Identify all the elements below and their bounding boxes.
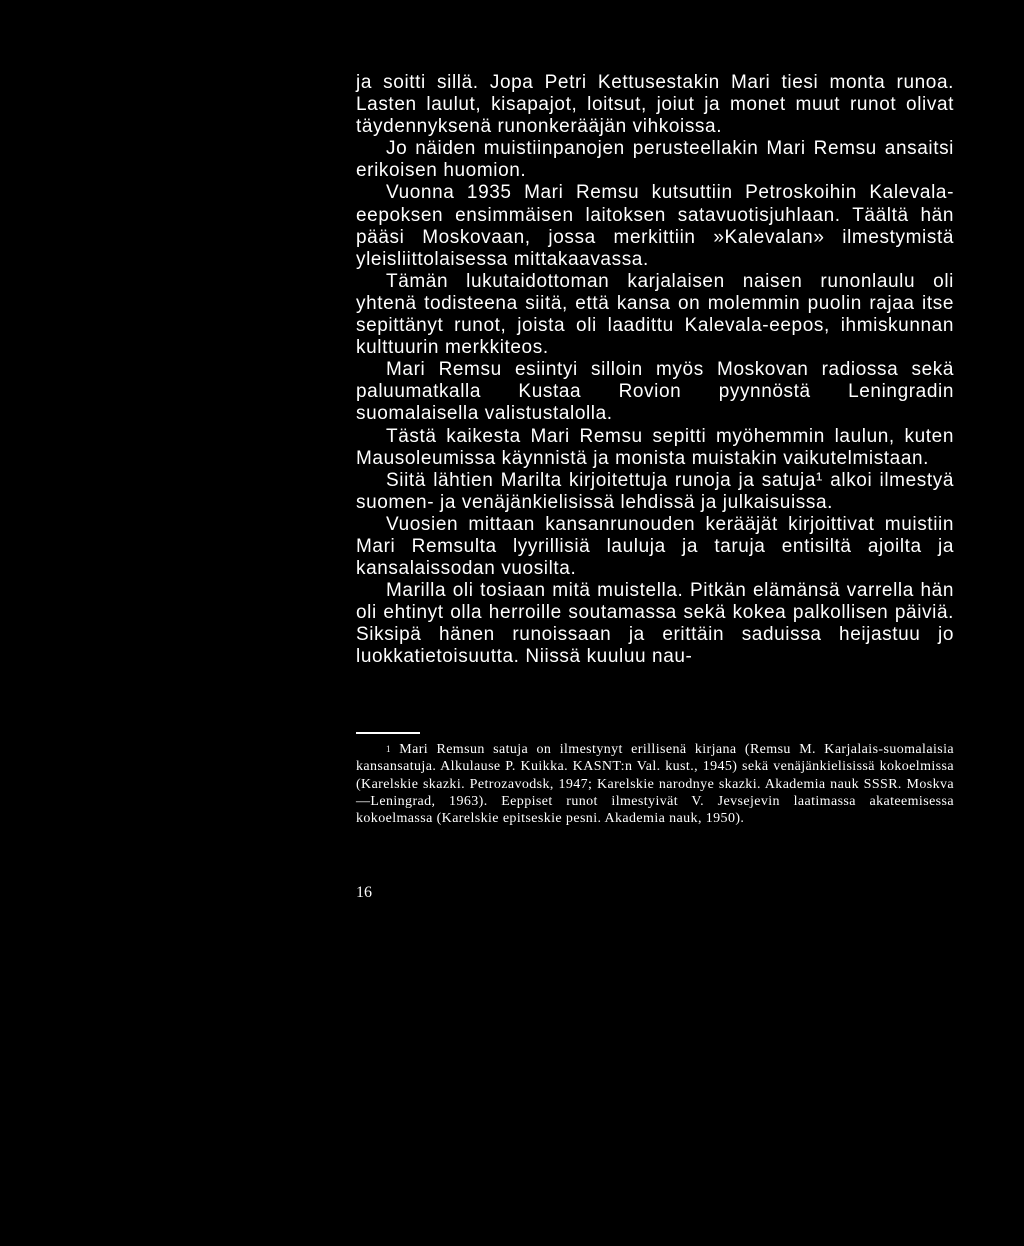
paragraph: Jo näiden muistiinpanojen perusteellakin Mari Remsu ansaitsi erikoisen huomion. [356, 138, 954, 182]
paragraph: Marilla oli tosiaan mitä muistella. Pitkän elämänsä varrella hän oli ehtinyt olla herroille soutamassa sekä kokea palkollisen päiviä. Siksipä hänen runoissaan ja erittäin saduissa heijastuu jo luokkatietoisuutta. Niissä kuuluu nau- [356, 580, 954, 668]
paragraph: Tästä kaikesta Mari Remsu sepitti myöhemmin laulun, kuten Mausoleumissa käynnistä ja monista muistakin vaikutelmistaan. [356, 425, 954, 469]
paragraph: Siitä lähtien Marilta kirjoitettuja runoja ja satuja¹ alkoi ilmestyä suomen- ja venäjänkielisissä lehdissä ja julkaisuissa. [356, 469, 954, 513]
paragraph: Mari Remsu esiintyi silloin myös Moskovan radiossa sekä paluumatkalla Kustaa Rovion pyynnöstä Leningradin suomalaisella valistustalolla. [356, 359, 954, 425]
footnote-marker: 1 [386, 744, 391, 754]
footnote-text: Mari Remsun satuja on ilmestynyt erillisenä kirjana (Remsu M. Karjalais-suomalaisia kansansatuja. Alkulause P. Kuikka. KASNT:n Val. kust., 1945) sekä venäjänkielisissä kokoelmissa (Karelskie skazki. Petrozavodsk, 1947; Karelskie narodnye skazki. Akademia nauk SSSR. Moskva—Leningrad, 1963). Eeppiset runot ilmestyivät V. Jevsejevin laatimassa akateemisessa kokoelmassa (Karelskie epitseskie pesni. Akademia nauk, 1950). [356, 742, 954, 827]
footnote-divider [356, 732, 420, 734]
paragraph: Vuosien mittaan kansanrunouden kerääjät kirjoittivat muistiin Mari Remsulta lyyrillisiä lauluja ja taruja entisiltä ajoilta ja kansalaissodan vuosilta. [356, 513, 954, 580]
footnote [356, 741, 954, 827]
paragraph: Vuonna 1935 Mari Remsu kutsuttiin Petroskoihin Kalevala-eepoksen ensimmäisen laitoksen satavuotisjuhlaan. Täältä hän pääsi Moskovaan, jossa merkittiin »Kalevalan» ilmestymistä yleisliittolaisessa mittakaavassa. [356, 182, 954, 270]
page-number: 16 [356, 884, 372, 901]
body-text [356, 72, 954, 669]
paragraph: Tämän lukutaidottoman karjalaisen naisen runonlaulu oli yhtenä todisteena siitä, että kansa on molemmin puolin rajaa itse sepittänyt runot, joista oli laadittu Kalevala-eepos, ihmiskunnan kulttuurin merkkiteos. [356, 270, 954, 359]
paragraph: ja soitti sillä. Jopa Petri Kettusestakin Mari tiesi monta runoa. Lasten laulut, kisapajot, loitsut, joiut ja monet muut runot olivat täydennyksenä runonkerääjän vihkoissa. [356, 72, 954, 138]
